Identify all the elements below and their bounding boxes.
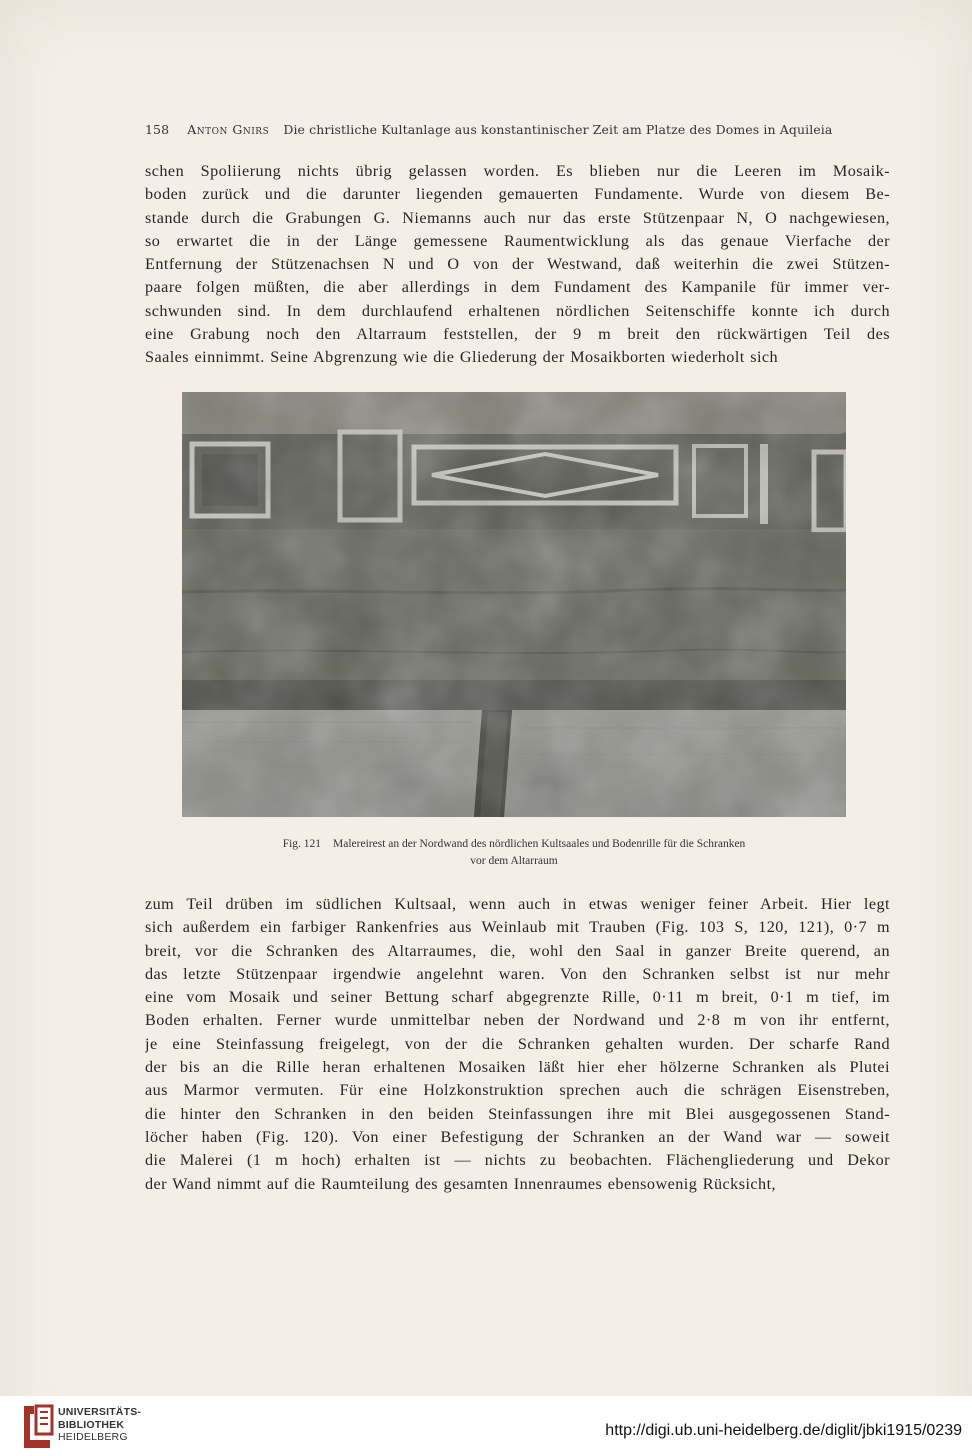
- library-name: [58, 1406, 141, 1444]
- text-line: eine vom Mosaik und seiner Bettung scharf abgegrenzte Rille, 0·11 m breit, 0·1 m tief, im: [145, 988, 890, 1007]
- text-line: paare folgen müßten, die aber allerdings in dem Fundament des Kampanile für immer ver-: [145, 278, 890, 297]
- running-head-title: Die christliche Kultanlage aus konstantinischer Zeit am Platze des Domes in Aquileia: [283, 122, 833, 137]
- text-line: eine Grabung noch den Altarraum feststellen, der 9 m breit den rückwärtigen Teil des: [145, 325, 890, 344]
- text-line: breit, vor die Schranken des Altarraumes, die, wohl den Saal in ganzer Breite querend, an: [145, 941, 890, 960]
- text-line: Boden erhalten. Ferner wurde unmittelbar neben der Nordwand und 2·8 m von ihr entfernt,: [145, 1011, 890, 1030]
- caption-text-2: vor dem Altarraum: [470, 855, 558, 867]
- text-line: boden zurück und die darunter liegenden gemauerten Fundamente. Wurde von diesem Be-: [145, 185, 890, 204]
- text-line: aus Marmor vermuten. Für eine Holzkonstruktion sprechen auch die schrägen Eisenstreben,: [145, 1081, 890, 1100]
- text-line: löcher haben (Fig. 120). Von einer Befestigung der Schranken an der Wand war — soweit: [145, 1127, 890, 1146]
- text-line: stande durch die Grabungen G. Niemanns auch nur das erste Stützenpaar N, O nachgewiesen,: [145, 208, 890, 227]
- figure-photo: [182, 392, 846, 817]
- text-line: Entfernung der Stützenachsen N und O von der Westwand, daß weiterhin die zwei Stützen-: [145, 255, 890, 274]
- library-name-line-1: UNIVERSITÄTS-: [58, 1406, 142, 1418]
- text-line: schen Spoliierung nichts übrig gelassen worden. Es blieben nur die Leeren im Mosaik-: [145, 162, 890, 180]
- text-line: schwunden sind. In dem durchlaufend erhaltenen nördlichen Seitenschiffe konnte ich durch: [145, 301, 890, 320]
- library-name-line-2: BIBLIOTHEK: [58, 1418, 125, 1431]
- source-url-link[interactable]: http://digi.ub.uni-heidelberg.de/diglit/jbki1915/0239: [605, 1422, 962, 1439]
- text-line: zum Teil drüben im südlichen Kultsaal, wenn auch in etwas weniger feiner Arbeit. Hier legt: [145, 895, 890, 913]
- text-line: Saales einnimmt. Seine Abgrenzung wie die Gliederung der Mosaikborten wiederholt sich: [145, 348, 779, 367]
- running-head: [145, 122, 845, 137]
- library-logo-icon: [20, 1404, 56, 1450]
- caption-text-1: Malereirest an der Nordwand des nördlichen Kultsaales und Bodenrille für die Schranken: [333, 838, 746, 850]
- mural-photo-illustration: [182, 392, 846, 817]
- figure-caption: [182, 836, 846, 870]
- text-line: die hinter den Schranken in den beiden Steinfassungen ihre mit Blei ausgegossenen Stand-: [145, 1104, 890, 1123]
- text-line: der bis an die Rille heran erhaltenen Mosaiken läßt hier eher hölzerne Schranken als Plutei: [145, 1058, 890, 1077]
- text-line: sich außerdem ein farbiger Rankenfries aus Weinlaub mit Trauben (Fig. 103 S, 120, 121), 0·7 m: [145, 918, 890, 937]
- paragraph-1: [145, 160, 890, 370]
- text-line: das letzte Stützenpaar irgendwie angelehnt waren. Von den Schranken selbst ist nur mehr: [145, 964, 890, 983]
- running-head-author: Anton Gnirs: [187, 122, 270, 137]
- library-name-line-3: HEIDELBERG: [58, 1431, 128, 1443]
- text-line: so erwartet die in der Länge gemessene Raumentwicklung als das genaue Vierfache der: [145, 231, 890, 250]
- page-number: 158: [145, 122, 170, 137]
- text-line: die Malerei (1 m hoch) erhalten ist — nichts zu beobachten. Flächengliederung und Dekor: [145, 1151, 890, 1170]
- paragraph-2: [145, 893, 890, 1196]
- figure-label: Fig. 121: [282, 838, 322, 850]
- text-line: der Wand nimmt auf die Raumteilung des gesamten Innenraumes ebensowenig Rücksicht,: [145, 1174, 777, 1193]
- text-line: je eine Steinfassung freigelegt, von der die Schranken gehalten wurden. Der scharfe Rand: [145, 1034, 890, 1053]
